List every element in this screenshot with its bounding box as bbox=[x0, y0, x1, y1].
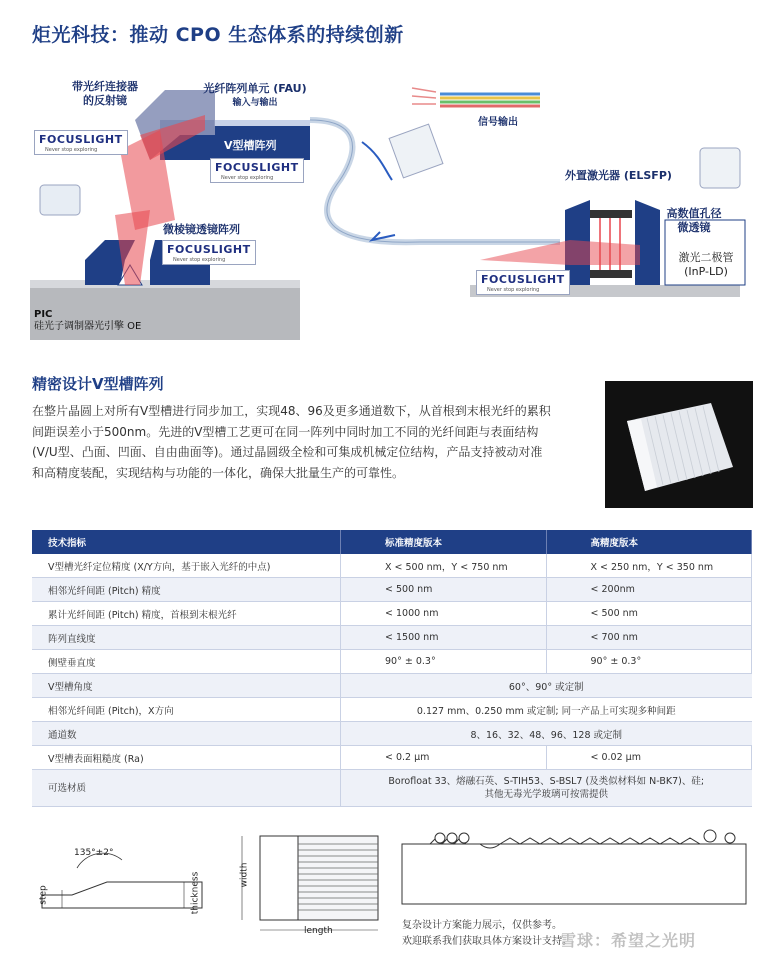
lens-label-line2: 微透镜 bbox=[677, 221, 711, 234]
table-cell: 0.127 mm、0.250 mm 或定制; 同一产品上可实现多种间距 bbox=[341, 698, 752, 722]
length-label: length bbox=[304, 926, 333, 936]
fau-label bbox=[190, 82, 320, 110]
logo-tagline: Never stop exploring bbox=[173, 257, 226, 263]
focuslight-logo bbox=[476, 270, 570, 295]
laser-diode-label bbox=[672, 251, 740, 279]
table-cell: 相邻光纤间距 (Pitch)，X方向 bbox=[32, 698, 341, 722]
table-row bbox=[32, 650, 752, 674]
table-cell: 阵列直线度 bbox=[32, 626, 341, 650]
table-row bbox=[32, 626, 752, 650]
table-cell: 侧壁垂直度 bbox=[32, 650, 341, 674]
page-title: 炬光科技：推动 CPO 生态体系的持续创新 bbox=[32, 24, 404, 46]
table-cell: V型槽角度 bbox=[32, 674, 341, 698]
focuslight-logo bbox=[162, 240, 256, 265]
table-cell: < 700 nm bbox=[546, 626, 752, 650]
table-row bbox=[32, 722, 752, 746]
reflector-label bbox=[60, 80, 150, 108]
thickness-label: thickness bbox=[190, 871, 201, 915]
table-row bbox=[32, 578, 752, 602]
logo-tagline: Never stop exploring bbox=[45, 147, 98, 153]
profile-drawing-graphic bbox=[400, 828, 750, 908]
table-header: 高精度版本 bbox=[546, 530, 752, 554]
table-row bbox=[32, 674, 752, 698]
fau-label-line2: 输入与输出 bbox=[232, 98, 278, 108]
elsfp-detail bbox=[700, 148, 740, 188]
table-row bbox=[32, 554, 752, 578]
footer-note-line2: 欢迎联系我们获取具体方案设计支持。 bbox=[402, 936, 572, 947]
footer-note-line1: 复杂设计方案能力展示，仅供参考。 bbox=[402, 920, 562, 931]
table-cell: < 200nm bbox=[546, 578, 752, 602]
lens-label bbox=[664, 207, 724, 235]
top-view-drawing bbox=[232, 830, 392, 942]
table-header: 标准精度版本 bbox=[341, 530, 547, 554]
logo-text: FOCUSLIGHT bbox=[215, 161, 299, 174]
logo-text: FOCUSLIGHT bbox=[481, 273, 565, 286]
signal-out-label: 信号输出 bbox=[478, 117, 518, 128]
fiber-cable bbox=[310, 120, 560, 242]
logo-text: FOCUSLIGHT bbox=[167, 243, 251, 256]
product-photo-graphic bbox=[605, 381, 753, 508]
table-cell: < 0.02 µm bbox=[546, 746, 752, 770]
material-line-2: 其他无毒光学玻璃可按需提供 bbox=[484, 789, 608, 800]
profile-drawing bbox=[400, 828, 750, 908]
table-row bbox=[32, 602, 752, 626]
watermark: 雪球：希望之光明 bbox=[560, 931, 697, 950]
table-cell bbox=[341, 770, 752, 807]
section-heading: 精密设计V型槽阵列 bbox=[32, 375, 164, 393]
table-cell: < 0.2 µm bbox=[341, 746, 547, 770]
focuslight-logo bbox=[34, 130, 128, 155]
microlens-detail bbox=[40, 185, 80, 215]
pic-label-line1: PIC bbox=[34, 309, 53, 320]
table-header: 技术指标 bbox=[32, 530, 341, 554]
table-cell: 通道数 bbox=[32, 722, 341, 746]
signal-ribbon bbox=[412, 88, 540, 106]
cpo-diagram bbox=[0, 60, 763, 350]
logo-tagline: Never stop exploring bbox=[487, 287, 540, 293]
laser-diode-line1: 激光二极管 bbox=[678, 251, 734, 264]
lens-label-line1: 高数值孔径 bbox=[666, 207, 722, 220]
table-cell: 累计光纤间距 (Pitch) 精度，首根到末根光纤 bbox=[32, 602, 341, 626]
table-header-row bbox=[32, 530, 752, 554]
vgroove-chip bbox=[389, 124, 443, 178]
table-row bbox=[32, 746, 752, 770]
table-cell: 相邻光纤间距 (Pitch) 精度 bbox=[32, 578, 341, 602]
table-cell: < 1000 nm bbox=[341, 602, 547, 626]
table-cell: 90° ± 0.3° bbox=[341, 650, 547, 674]
width-label: width bbox=[239, 862, 250, 888]
fau-label-line1: 光纤阵列单元 (FAU) bbox=[203, 82, 307, 95]
logo-text: FOCUSLIGHT bbox=[39, 133, 123, 146]
focuslight-logo bbox=[210, 158, 304, 183]
reflector-label-line2: 的反射镜 bbox=[83, 94, 127, 107]
table-cell: 可选材质 bbox=[32, 770, 341, 807]
vgroove-label: V型槽阵列 bbox=[224, 139, 277, 152]
logo-tagline: Never stop exploring bbox=[221, 175, 274, 181]
microprism-label: 微棱镜透镜阵列 bbox=[163, 223, 240, 236]
pic-label bbox=[34, 309, 141, 333]
material-line-1: Borofloat 33、熔融石英、S-TIH53、S-BSL7 (及类似材料如 N-BK7)、硅; bbox=[388, 776, 705, 787]
laser-diode-line2: (InP-LD) bbox=[684, 265, 728, 278]
vgroove-product-photo bbox=[605, 381, 753, 508]
elsfp-label: 外置激光器 (ELSFP) bbox=[565, 169, 672, 182]
reflector-label-line1: 带光纤连接器 bbox=[72, 80, 138, 93]
table-cell: V型槽光纤定位精度 (X/Y方向，基于嵌入光纤的中点) bbox=[32, 554, 341, 578]
table-row bbox=[32, 770, 752, 807]
table-cell: 8、16、32、48、96、128 或定制 bbox=[341, 722, 752, 746]
table-cell: V型槽表面粗糙度 (Ra) bbox=[32, 746, 341, 770]
table-row bbox=[32, 698, 752, 722]
table-cell: < 500 nm bbox=[546, 602, 752, 626]
section-body: 在整片晶圆上对所有V型槽进行同步加工，实现48、96及更多通道数下，从首根到末根光纤的累积间距误差小于500nm。先进的V型槽工艺更可在同一阵列中同时加工不同的光纤间距与表面结构(V/U型、凸面、凹面、自由曲面等)。通过晶圆级全检和可集成机械定位结构，产品支持被动对准和高精度装配，实现结构与功能的一体化，确保大批量生产的可靠性。 bbox=[32, 404, 551, 480]
spec-table bbox=[32, 530, 752, 807]
table-cell: < 500 nm bbox=[341, 578, 547, 602]
table-cell: 60°、90° 或定制 bbox=[341, 674, 752, 698]
step-label: step bbox=[38, 885, 49, 905]
table-cell: 90° ± 0.3° bbox=[546, 650, 752, 674]
table-cell: X < 250 nm，Y < 350 nm bbox=[546, 554, 752, 578]
angle-drawing bbox=[32, 830, 222, 930]
angle-label: 135°±2° bbox=[74, 848, 114, 858]
table-cell: < 1500 nm bbox=[341, 626, 547, 650]
footer-note bbox=[402, 918, 572, 950]
pic-label-line2: 硅光子调制器光引擎 OE bbox=[34, 321, 142, 332]
table-cell: X < 500 nm，Y < 750 nm bbox=[341, 554, 547, 578]
